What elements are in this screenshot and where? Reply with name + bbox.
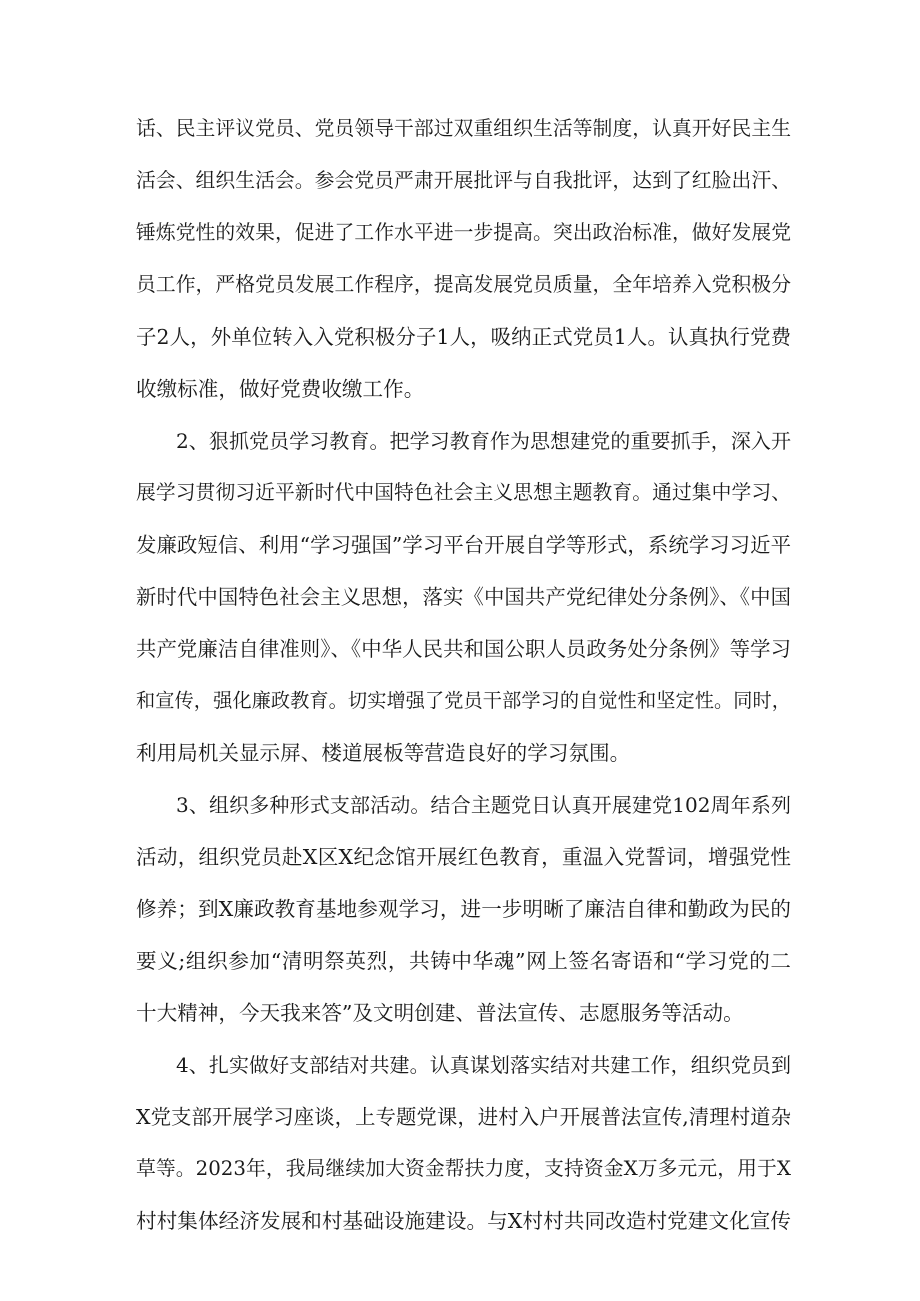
text-line: 展学习贯彻习近平新时代中国特色社会主义思想主题教育。通过集中学习、 <box>136 481 791 504</box>
text-line: 要义;组织参加“清明祭英烈，共铸中华魂”网上签名寄语和“学习党的二 <box>136 949 791 973</box>
text-line: 员工作，严格党员发展工作程序，提高发展党员质量，全年培养入党积极分 <box>136 273 791 296</box>
text-line: 十大精神，今天我来答”及文明创建、普法宣传、志愿服务等活动。 <box>136 1001 744 1025</box>
paragraph-heading-3: 3、组织多种形式支部活动。结合主题党日认真开展建党102周年系列 <box>176 793 791 817</box>
text-line: 共产党廉洁自律准则》、《中华人民共和国公职人员政务处分条例》等学习 <box>136 637 791 661</box>
text-line: 村村集体经济发展和村基础设施建设。与X村村共同改造村党建文化宣传 <box>136 1209 791 1233</box>
text-line: 活会、组织生活会。参会党员严肃开展批评与自我批评，达到了红脸出汗、 <box>136 169 791 192</box>
text-line: X党支部开展学习座谈，上专题党课，进村入户开展普法宣传,清理村道杂 <box>136 1105 791 1129</box>
text-line: 话、民主评议党员、党员领导干部过双重组织生活等制度，认真开好民主生 <box>136 117 791 140</box>
text-line: 锤炼党性的效果，促进了工作水平进一步提高。突出政治标准，做好发展党 <box>136 221 791 244</box>
text-line: 新时代中国特色社会主义思想，落实《中国共产党纪律处分条例》、《中国 <box>136 585 791 609</box>
paragraph-heading-2: 2、狠抓党员学习教育。把学习教育作为思想建党的重要抓手，深入开 <box>176 429 791 453</box>
text-line: 草等。2023年，我局继续加大资金帮扶力度，支持资金X万多元元，用于X <box>136 1157 791 1180</box>
text-line: 和宣传，强化廉政教育。切实增强了党员干部学习的自觉性和坚定性。同时， <box>136 689 791 712</box>
text-line: 修养；到X廉政教育基地参观学习，进一步明晰了廉洁自律和勤政为民的 <box>136 897 791 921</box>
text-line: 收缴标准，做好党费收缴工作。 <box>136 377 425 401</box>
text-line: 发廉政短信、利用“学习强国”学习平台开展自学等形式，系统学习习近平 <box>136 533 791 557</box>
text-line: 利用局机关显示屏、楼道展板等营造良好的学习氛围。 <box>136 741 631 765</box>
text-line: 活动，组织党员赴X区X纪念馆开展红色教育，重温入党誓词，增强党性 <box>136 845 791 869</box>
text-line: 子2人，外单位转入入党积极分子1人，吸纳正式党员1人。认真执行党费 <box>136 325 791 349</box>
paragraph-heading-4: 4、扎实做好支部结对共建。认真谋划落实结对共建工作，组织党员到 <box>176 1053 791 1077</box>
